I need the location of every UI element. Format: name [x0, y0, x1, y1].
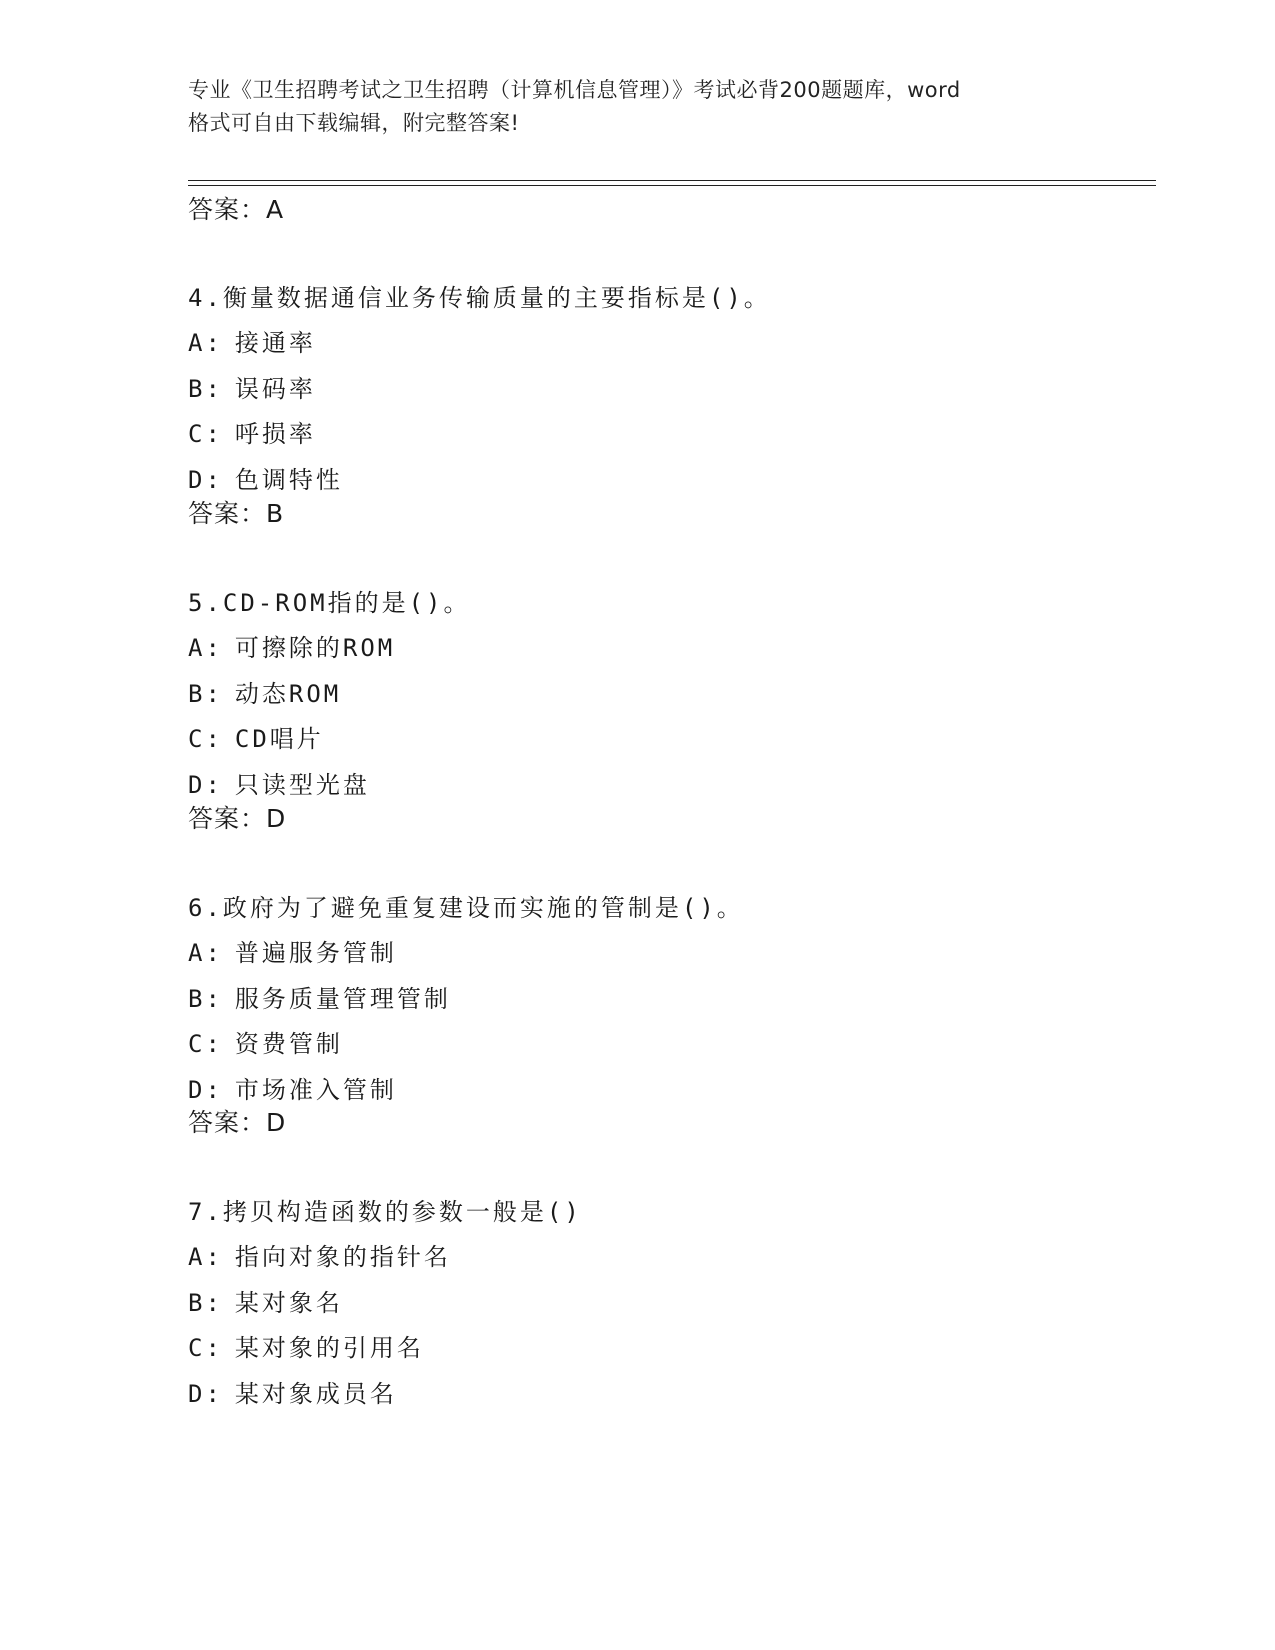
- option-a: [188, 626, 1148, 672]
- option-key: B:: [188, 374, 223, 403]
- option-d: [188, 1068, 1148, 1114]
- option-b: [188, 672, 1148, 718]
- option-key: C:: [188, 420, 223, 448]
- option-key: A:: [188, 634, 223, 662]
- option-text: 普遍服务管制: [234, 939, 397, 967]
- option-text: 某对象的引用名: [234, 1334, 424, 1362]
- option-key: D:: [188, 770, 223, 799]
- option-key: B:: [188, 679, 223, 708]
- option-a: [188, 1235, 1148, 1281]
- header-line-1: 专业《卫生招聘考试之卫生招聘（计算机信息管理）》考试必背200题题库，word: [188, 78, 961, 102]
- option-text: 只读型光盘: [234, 770, 370, 799]
- option-text: 色调特性: [234, 465, 343, 494]
- option-d: [188, 763, 1148, 809]
- question-block-5: [188, 580, 1148, 808]
- answer-3: 答案：A: [188, 195, 285, 224]
- question-text: 6.政府为了避免重复建设而实施的管制是()。: [188, 894, 744, 922]
- option-key: B:: [188, 1288, 223, 1317]
- question-block-4: [188, 275, 1148, 503]
- option-b: [188, 367, 1148, 413]
- answer-4: 答案：B: [188, 499, 285, 528]
- option-key: A:: [188, 1243, 223, 1271]
- option-text: 接通率: [234, 329, 316, 357]
- question-text: 7.拷贝构造函数的参数一般是(): [188, 1198, 582, 1226]
- option-a: [188, 321, 1148, 367]
- option-key: A:: [188, 939, 223, 967]
- option-key: D:: [188, 1379, 223, 1408]
- option-a: [188, 931, 1148, 977]
- option-text: CD唱片: [234, 725, 324, 753]
- question-block-7: [188, 1189, 1148, 1417]
- header-divider-bottom: [188, 185, 1156, 186]
- option-b: [188, 977, 1148, 1023]
- answer-6: 答案：D: [188, 1108, 287, 1137]
- option-key: C:: [188, 1030, 223, 1058]
- option-key: B:: [188, 984, 223, 1013]
- option-key: C:: [188, 725, 223, 753]
- option-c: [188, 1022, 1148, 1068]
- option-key: D:: [188, 465, 223, 494]
- option-b: [188, 1281, 1148, 1327]
- question-block-6: [188, 885, 1148, 1113]
- option-text: 某对象名: [234, 1288, 343, 1317]
- option-text: 资费管制: [234, 1030, 343, 1058]
- header-line-2: 格式可自由下载编辑，附完整答案!: [188, 111, 520, 135]
- option-text: 指向对象的指针名: [234, 1243, 451, 1271]
- option-key: C:: [188, 1334, 223, 1362]
- option-text: 可擦除的ROM: [234, 634, 396, 662]
- option-text: 市场准入管制: [234, 1075, 397, 1104]
- document-header: [188, 74, 1088, 140]
- header-divider-top: [188, 180, 1156, 181]
- option-c: [188, 412, 1148, 458]
- question-text: 5.CD-ROM指的是()。: [188, 589, 471, 617]
- option-c: [188, 1326, 1148, 1372]
- option-text: 动态ROM: [234, 679, 342, 708]
- option-text: 服务质量管理管制: [234, 984, 451, 1013]
- answer-5: 答案：D: [188, 804, 287, 833]
- option-text: 误码率: [234, 374, 316, 403]
- option-d: [188, 458, 1148, 504]
- option-c: [188, 717, 1148, 763]
- option-key: A:: [188, 329, 223, 357]
- question-text: 4.衡量数据通信业务传输质量的主要指标是()。: [188, 284, 771, 312]
- option-d: [188, 1372, 1148, 1418]
- option-key: D:: [188, 1075, 223, 1104]
- option-text: 某对象成员名: [234, 1379, 397, 1408]
- option-text: 呼损率: [234, 420, 316, 448]
